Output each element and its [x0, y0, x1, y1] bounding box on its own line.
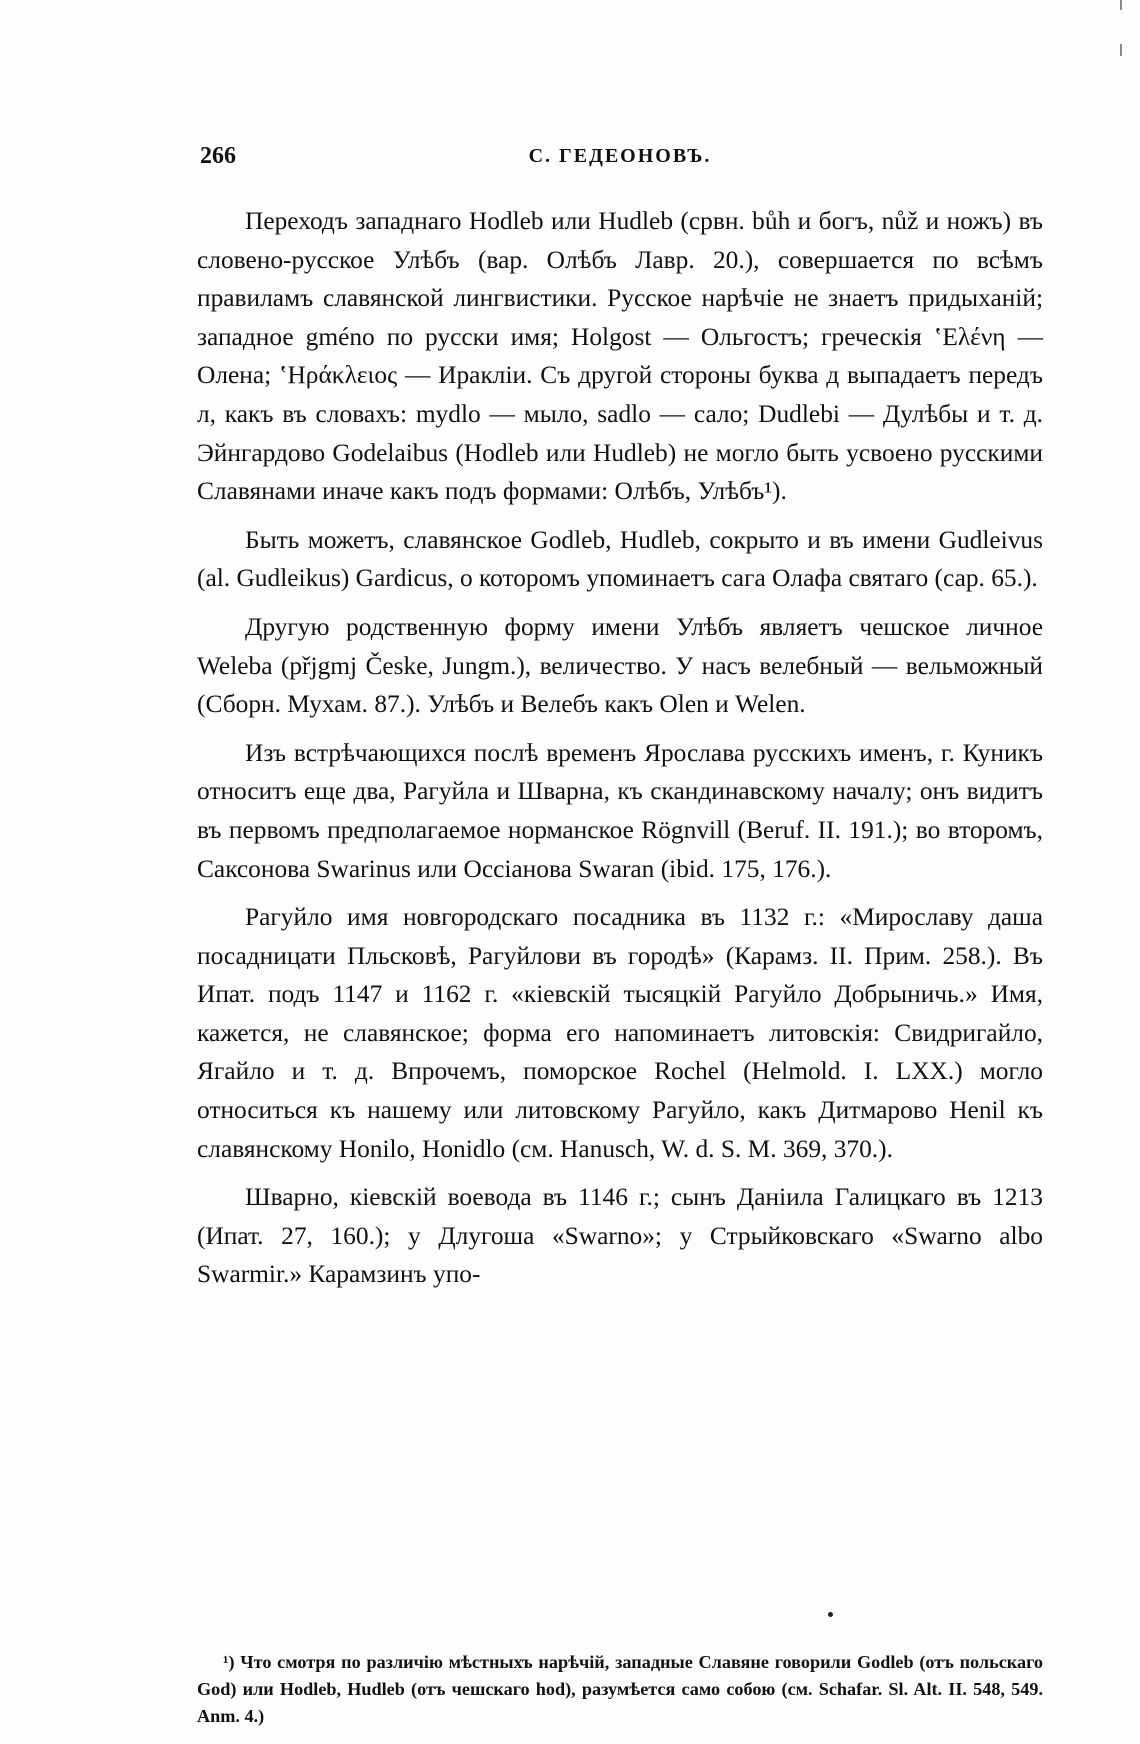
scan-edge-mark	[1120, 44, 1122, 56]
footnotes	[197, 1649, 1043, 1730]
paragraph: Изъ встрѣчающихся послѣ временъ Ярослава русскихъ именъ, г. Куникъ относитъ еще два, Рагуйла и Шварна, къ скандинавскому началу; онъ видитъ въ первомъ предполагаемое норманское Rögnvill (Beruf. II. 191.); во второмъ, Саксонова Swarinus или Оссіанова Swaran (ibid. 175, 176.).	[197, 738, 1043, 883]
page-header	[200, 143, 1040, 175]
scan-edge-mark	[1120, 0, 1122, 10]
paragraph: Быть можетъ, славянское Godleb, Hudleb, сокрыто и въ имени Gudleivus (al. Gudleikus) Gardicus, о которомъ упоминаетъ сага Олафа святаго (сар. 65.).	[197, 525, 1043, 593]
print-speck	[828, 1612, 833, 1617]
paragraph: Рагуйло имя новгородскаго посадника въ 1132 г.: «Мирославу даша посадницати Пльсковѣ, Рагуйлови въ городѣ» (Карамз. II. Прим. 258.). Въ Ипат. подъ 1147 и 1162 г. «кіевскій тысяцкій Рагуйло Добрыничь.» Имя, кажется, не славянское; форма его напоминаетъ литовскія: Свидригайло, Ягайло и т. д. Впрочемъ, поморское Rochel (Helmold. I. LXX.) могло относиться къ нашему или литовскому Рагуйло, какъ Дитмарово Henil къ славянскому Honilo, Honidlo (см. Hanusch, W. d. S. M. 369, 370.).	[197, 903, 1043, 1163]
footnote: ¹) Что смотря по различію мѣстныхъ нарѣчій, западные Славяне говорили Godleb (отъ польскаго God) или Hodleb, Hudleb (отъ чешскаго hod), разумѣется само собою (см. Schafar. Sl. Alt. II. 548, 549. Anm. 4.)	[197, 1652, 1043, 1726]
running-head: С. ГЕДЕОНОВЪ.	[528, 145, 712, 167]
paragraph: Переходъ западнаго Hodleb или Hudleb (срвн. bůh и богъ, nůž и ножъ) въ словено-русское Улѣбъ (вар. Олѣбъ Лавр. 20.), совершается по всѣмъ правиламъ славянской лингвистики. Русское нарѣчіе не знаетъ придыханій; западное gméno по русски имя; Holgost — Ольгостъ; греческія ʽΕλένη — Олена; ʽΗράκλειος — Иракліи. Съ другой стороны буква д выпадаетъ передъ л, какъ въ словахъ: mydlo — мыло, sadlo — сало; Dudlebi — Дулѣбы и т. д. Эйнгардово Godelaibus (Hodleb или Hudleb) не могло быть усвоено русскими Славянами иначе какъ подъ формами: Олѣбъ, Улѣбъ¹).	[197, 207, 1043, 506]
paragraph: Другую родственную форму имени Улѣбъ являетъ чешское личное Weleba (přjgmj Česke, Jungm.), величество. У насъ велебный — вельможный (Сборн. Мухам. 87.). Улѣбъ и Велебъ какъ Olen и Welen.	[197, 612, 1043, 719]
page-number: 266	[200, 143, 236, 169]
paragraph: Шварно, кіевскій воевода въ 1146 г.; сынъ Даніила Галицкаго въ 1213 (Ипат. 27, 160.); у Длугоша «Swarno»; у Стрыйковскаго «Swarno albo Swarmir.» Карамзинъ упо-	[197, 1183, 1043, 1289]
body-text	[197, 202, 1043, 1294]
